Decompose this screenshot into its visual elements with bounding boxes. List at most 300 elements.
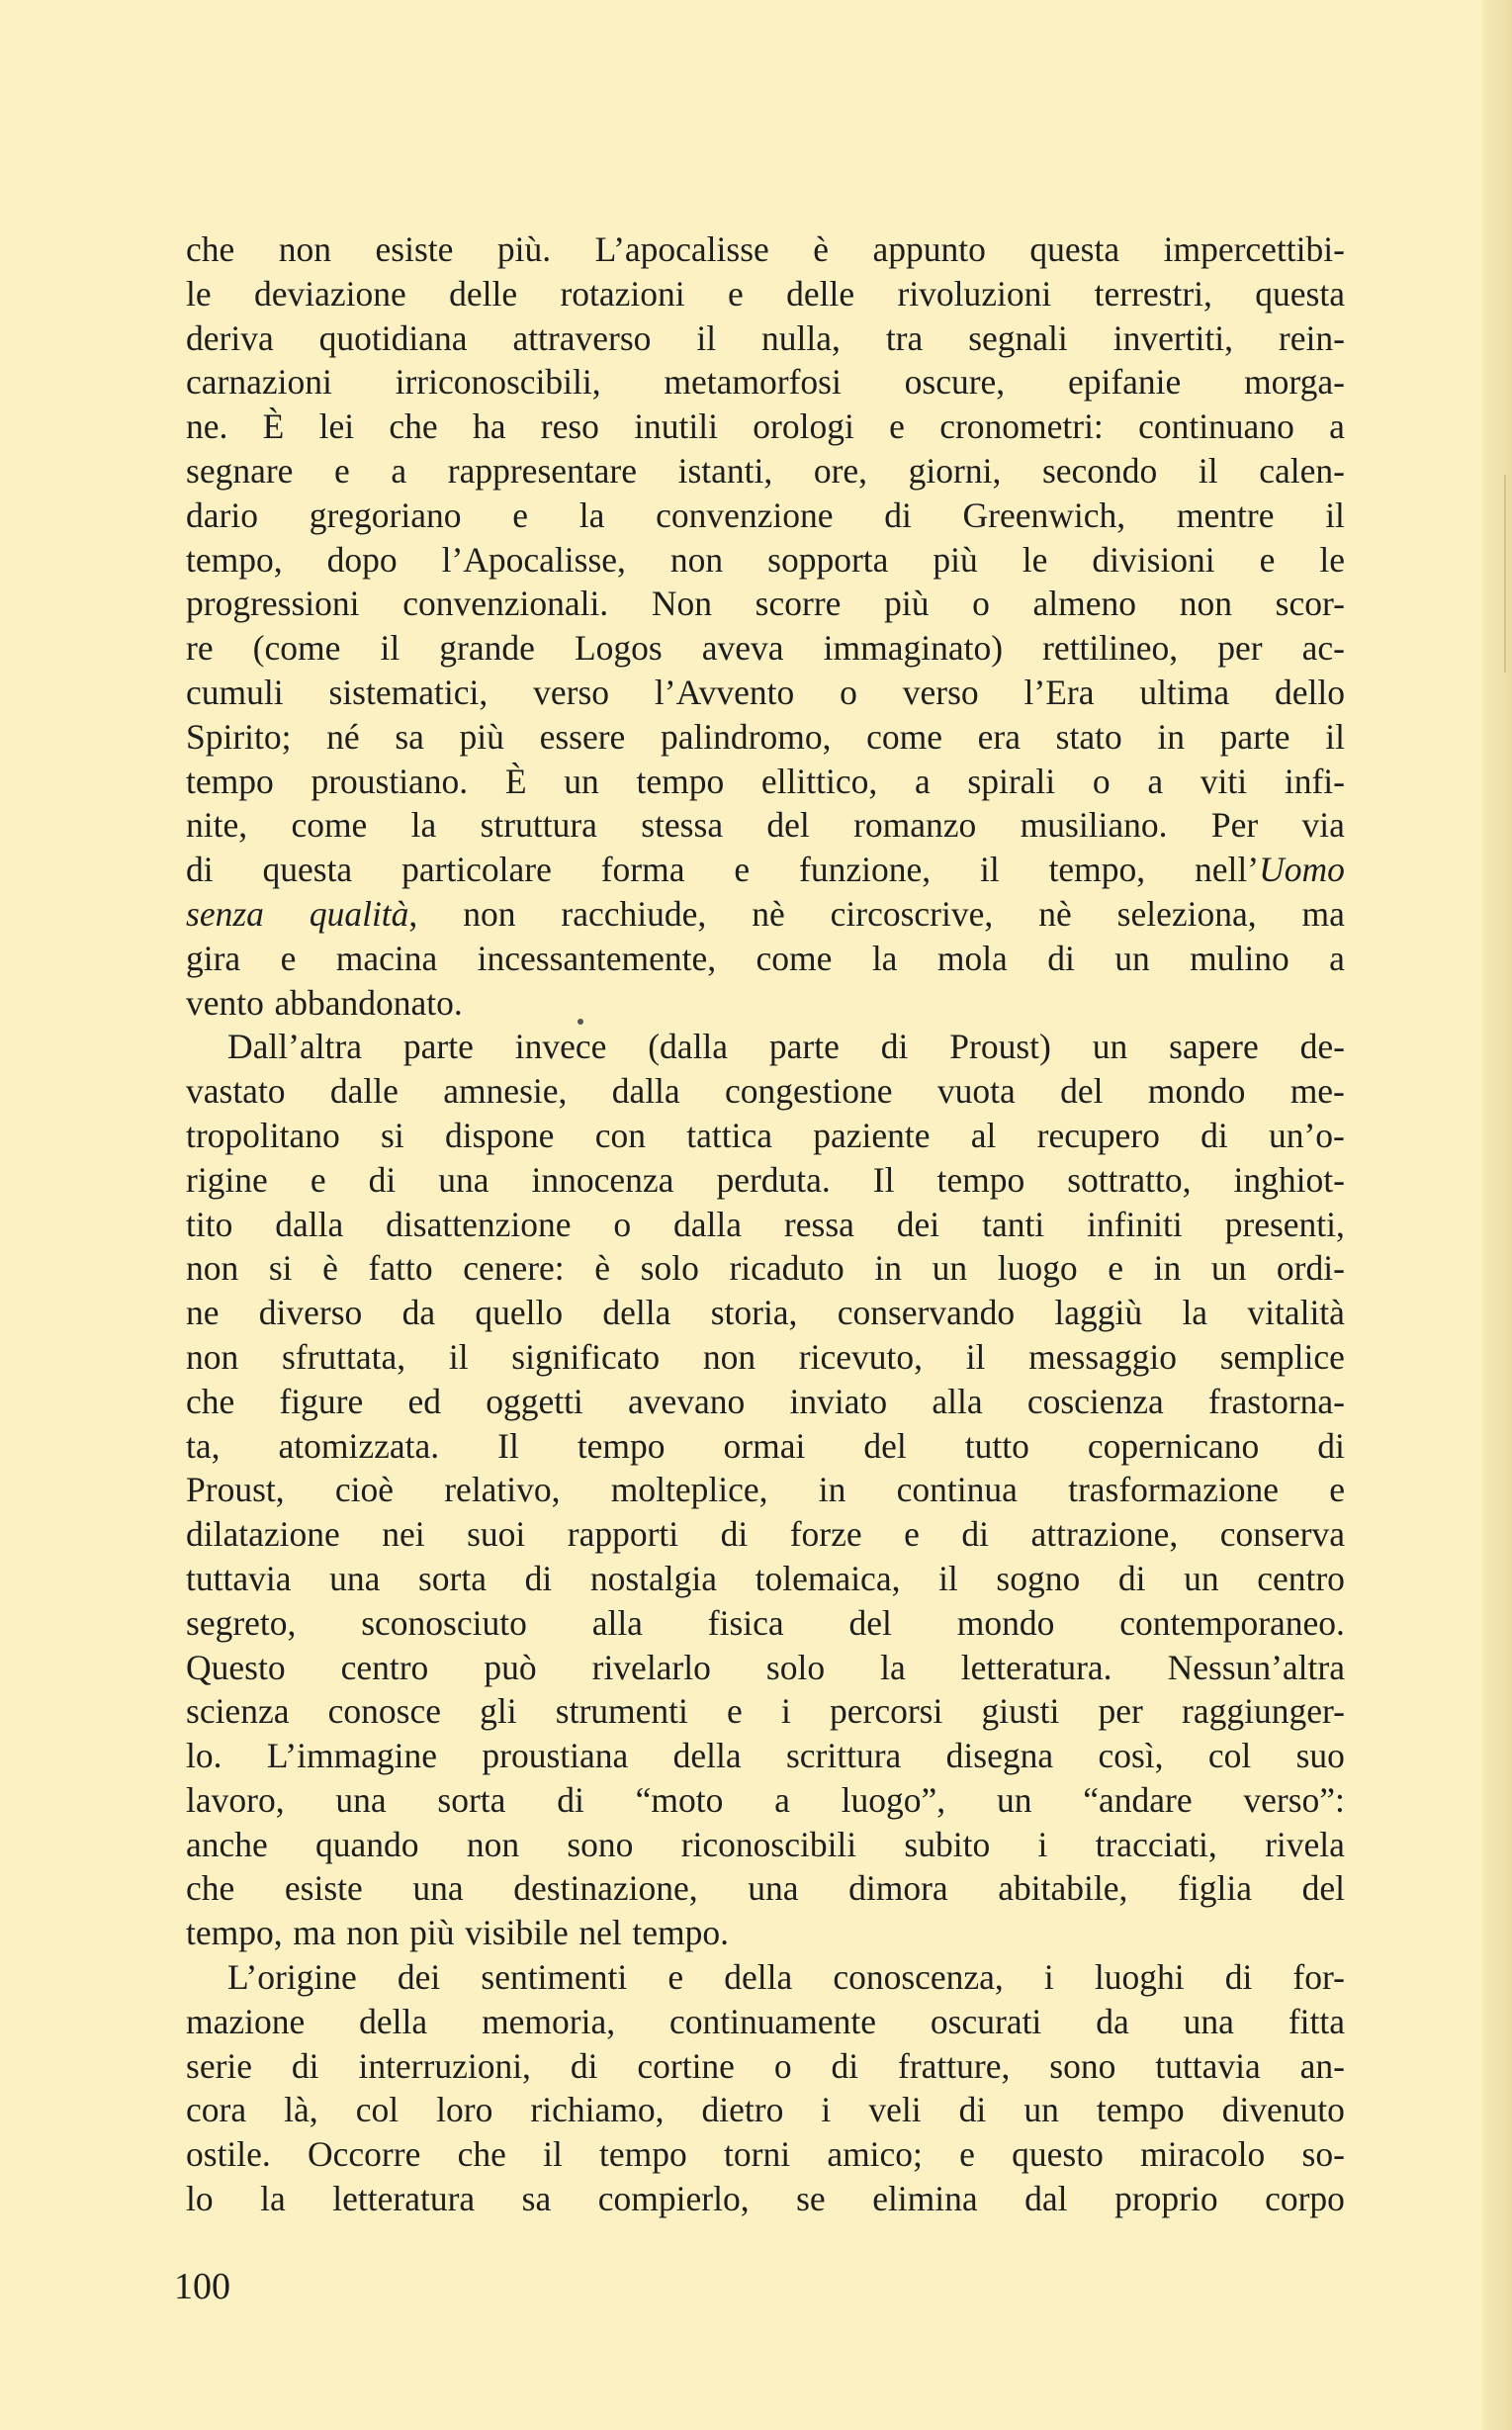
word: ressa — [783, 1204, 854, 1244]
word: come — [866, 716, 943, 757]
word: metamorfosi — [664, 362, 842, 403]
word: il — [696, 317, 717, 358]
word: sa — [521, 2179, 552, 2219]
word: Dall’altra — [227, 1027, 363, 1067]
word: istanti, — [677, 450, 773, 491]
word: ostile. — [186, 2134, 271, 2175]
text-line — [186, 272, 1345, 316]
word: luogo — [997, 1248, 1078, 1289]
word: ne — [186, 1293, 220, 1333]
word: semplice — [1219, 1336, 1345, 1377]
word: copernicano — [1087, 1425, 1260, 1466]
word: divisioni — [1092, 539, 1215, 580]
text-line — [186, 2088, 1345, 2132]
word: veli — [868, 2090, 922, 2130]
word: e — [889, 406, 905, 447]
word: o — [613, 1204, 632, 1244]
word: atomizzata. — [278, 1425, 440, 1466]
word: deriva — [186, 317, 274, 358]
word: il — [979, 850, 1000, 890]
word: più — [884, 584, 930, 624]
word: palindromo, — [660, 716, 832, 757]
word: una — [335, 1779, 387, 1820]
word: impercettibi- — [1163, 229, 1345, 269]
word: struttura — [480, 805, 597, 846]
word: abitabile, — [998, 1868, 1128, 1909]
word: di — [570, 2045, 598, 2086]
word: quello — [475, 1293, 564, 1333]
text-line — [186, 2132, 1345, 2177]
word: o — [1092, 761, 1111, 801]
word: particolare — [401, 850, 552, 890]
word: a — [1329, 406, 1345, 447]
word: seleziona, — [1116, 893, 1257, 934]
word: il — [965, 1336, 986, 1377]
word: dal — [1024, 2179, 1068, 2219]
word: invece — [514, 1027, 607, 1067]
word: di — [524, 1558, 553, 1598]
word: infi- — [1284, 761, 1345, 801]
word: disegna — [945, 1736, 1054, 1776]
word: delle — [786, 273, 855, 314]
word: tempo — [599, 2134, 687, 2175]
word: ta, — [186, 1425, 221, 1466]
word: il — [448, 1336, 469, 1377]
word: recupero — [1036, 1115, 1160, 1155]
word: re — [186, 628, 214, 669]
word: per — [1217, 628, 1263, 669]
word: un — [1184, 1558, 1219, 1598]
word: carnazioni — [186, 362, 332, 403]
word: mondo — [1147, 1071, 1246, 1112]
word: il — [938, 1558, 958, 1598]
word: può — [484, 1647, 537, 1687]
text-line — [186, 1246, 1345, 1291]
word: parte — [768, 1027, 840, 1067]
word: verso”: — [1243, 1779, 1345, 1820]
word: aveva — [701, 628, 784, 669]
word: la — [1182, 1293, 1208, 1333]
word: l’Avvento — [654, 672, 795, 712]
word: tra — [885, 317, 924, 358]
word: “andare — [1083, 1779, 1193, 1820]
word: tempo — [1096, 2090, 1185, 2130]
word: la — [880, 1647, 906, 1687]
word: via — [1301, 805, 1345, 846]
word: parte — [402, 1027, 474, 1067]
word: vitalità — [1247, 1293, 1345, 1333]
word: cortine — [637, 2045, 735, 2086]
word: e — [512, 495, 528, 535]
word: gira — [186, 938, 241, 978]
word: scrittura — [785, 1736, 902, 1776]
word: la — [410, 805, 437, 846]
word: fitta — [1288, 2001, 1345, 2041]
word: cumuli — [186, 672, 284, 712]
word: trasformazione — [1068, 1470, 1279, 1510]
word: non — [702, 1336, 756, 1377]
word: dilatazione — [186, 1514, 340, 1555]
word: richiamo, — [530, 2090, 665, 2130]
word: scorre — [755, 584, 842, 624]
word: raggiunger- — [1182, 1691, 1345, 1732]
word: lei — [318, 406, 355, 447]
word: come — [291, 805, 368, 846]
word: amnesie, — [443, 1071, 568, 1112]
word: me- — [1290, 1071, 1345, 1112]
word: divenuto — [1221, 2090, 1345, 2130]
word: sottratto, — [1067, 1159, 1192, 1200]
word: scienza — [186, 1691, 290, 1732]
word: solo — [640, 1248, 699, 1289]
word: una — [438, 1159, 489, 1200]
word: in — [874, 1248, 902, 1289]
word: la — [578, 495, 605, 535]
text-line — [186, 1203, 1345, 1247]
text-line — [186, 1646, 1345, 1690]
text-line — [186, 2044, 1345, 2089]
word: vuota — [936, 1071, 1016, 1112]
word: più — [409, 1913, 455, 1953]
word: significato — [511, 1336, 661, 1377]
word: più — [459, 716, 504, 757]
text-line — [186, 803, 1345, 848]
word: (dalla — [648, 1027, 729, 1067]
word: rigine — [186, 1159, 268, 1200]
word: subito — [904, 1824, 991, 1864]
word: si — [381, 1115, 404, 1155]
word: Proust, — [186, 1470, 285, 1510]
word: inviato — [789, 1381, 888, 1421]
word: almeno — [1032, 584, 1137, 624]
page-edge-line — [1504, 475, 1506, 673]
page-number: 100 — [174, 2266, 230, 2307]
word: con — [594, 1115, 646, 1155]
word: tutto — [964, 1425, 1029, 1466]
word: che — [457, 2134, 506, 2175]
word: ormai — [723, 1425, 806, 1466]
word: luogo”, — [841, 1779, 946, 1820]
word: miracolo — [1140, 2134, 1266, 2175]
word: il — [1325, 495, 1345, 535]
word: diverso — [258, 1293, 363, 1333]
word: interruzioni, — [358, 2045, 531, 2086]
word: dei — [397, 1957, 441, 1998]
word: esiste — [284, 1868, 363, 1909]
text-line — [186, 1601, 1345, 1646]
word: parte — [1219, 716, 1290, 757]
word: l’Apocalisse, — [441, 539, 626, 580]
word: L’origine — [227, 1957, 357, 1998]
word: nite, — [186, 805, 248, 846]
word: una — [1183, 2001, 1234, 2041]
word: dispone — [445, 1115, 555, 1155]
word: i — [1037, 1824, 1048, 1864]
word: tempo — [577, 1425, 666, 1466]
word: a — [914, 761, 931, 801]
word: né — [326, 716, 360, 757]
text-line — [186, 1512, 1345, 1557]
word: di — [720, 1514, 749, 1555]
word: serie — [186, 2045, 253, 2086]
word: le — [1319, 539, 1345, 580]
word: per — [1098, 1691, 1143, 1732]
word: L’apocalisse — [594, 229, 769, 269]
word: strumenti — [555, 1691, 688, 1732]
word: tempo, — [186, 1913, 283, 1953]
word: reso — [540, 406, 599, 447]
word: tempo, — [186, 539, 283, 580]
word: centro — [340, 1647, 429, 1687]
word: che — [186, 1381, 235, 1421]
word: ricaduto — [729, 1248, 845, 1289]
text-line — [186, 2177, 1345, 2221]
word: an- — [1299, 2045, 1345, 2086]
word: progressioni — [186, 584, 360, 624]
word: di — [1047, 938, 1075, 978]
word: incessantemente, — [477, 938, 717, 978]
word: percorsi — [829, 1691, 943, 1732]
word: grande — [439, 628, 535, 669]
word: non — [186, 1336, 239, 1377]
word: suoi — [467, 1514, 526, 1555]
word: senza — [186, 893, 264, 934]
word: conservando — [837, 1293, 1016, 1333]
word: coscienza — [1026, 1381, 1164, 1421]
word: di — [958, 2090, 987, 2130]
word: lo — [186, 2179, 214, 2219]
word: della — [672, 1736, 742, 1776]
word: i — [821, 2090, 832, 2130]
text-line — [186, 1291, 1345, 1335]
word: forze — [789, 1514, 862, 1555]
word: oscurati — [930, 2001, 1042, 2041]
word: ne. — [186, 406, 228, 447]
word: la — [260, 2179, 286, 2219]
word: più. — [496, 229, 552, 269]
word: forma — [600, 850, 685, 890]
word: amico; — [827, 2134, 923, 2175]
word: questa — [1255, 273, 1345, 314]
word: sa — [395, 716, 424, 757]
word: frastorna- — [1208, 1381, 1345, 1421]
word: dalla — [275, 1204, 344, 1244]
word: se — [796, 2179, 826, 2219]
word: questo — [1012, 2134, 1104, 2175]
word: e — [728, 273, 744, 314]
word: più — [933, 539, 978, 580]
word: dietro — [701, 2090, 784, 2130]
word: là, — [284, 2090, 318, 2130]
word: rettilineo, — [1042, 628, 1179, 669]
word: stato — [1055, 716, 1122, 757]
word: e — [334, 450, 350, 491]
word: che — [186, 229, 235, 269]
word: tropolitano — [186, 1115, 340, 1155]
word: una — [329, 1558, 381, 1598]
word: continua — [896, 1470, 1018, 1510]
word: storia, — [710, 1293, 798, 1333]
word: Occorre — [308, 2134, 421, 2175]
word: e — [280, 938, 297, 978]
text-line — [186, 1689, 1345, 1734]
word: rivoluzioni — [897, 273, 1052, 314]
word: rapporti — [567, 1514, 679, 1555]
text-line — [186, 1335, 1345, 1380]
word: conosce — [327, 1691, 441, 1732]
word: gli — [480, 1691, 517, 1732]
word: visibile — [465, 1913, 569, 1953]
word: rotazioni — [560, 273, 685, 314]
text-line — [186, 1468, 1345, 1512]
word: rivelarlo — [591, 1647, 711, 1687]
word: sapere — [1169, 1027, 1259, 1067]
word: avevano — [628, 1381, 746, 1421]
word: tolemaica, — [755, 1558, 901, 1598]
word: un — [932, 1248, 968, 1289]
word: di — [1201, 1115, 1228, 1155]
word: giusti — [981, 1691, 1060, 1732]
word: ore, — [813, 450, 868, 491]
word: cora — [186, 2090, 247, 2130]
text-line — [186, 1158, 1345, 1203]
word: attraverso — [512, 317, 652, 358]
word: nel — [578, 1913, 622, 1953]
word: cronometri: — [939, 406, 1104, 447]
word: inghiot- — [1233, 1159, 1345, 1200]
word: sconosciuto — [361, 1602, 527, 1643]
word: tattica — [686, 1115, 772, 1155]
text-line — [186, 760, 1345, 804]
text-line — [186, 494, 1345, 538]
word: essere — [539, 716, 626, 757]
word: Spirito; — [186, 716, 292, 757]
word: a — [391, 450, 407, 491]
word: del — [848, 1602, 892, 1643]
word: dalla — [611, 1071, 680, 1112]
word: “moto — [635, 1779, 724, 1820]
word: continuamente — [669, 2001, 877, 2041]
word: da — [1096, 2001, 1129, 2041]
word: Nessun’altra — [1167, 1647, 1345, 1687]
word: un — [564, 761, 599, 801]
word: sfruttata, — [281, 1336, 406, 1377]
text-line — [186, 360, 1345, 405]
word: le — [186, 273, 212, 314]
body-text — [186, 227, 1345, 2221]
word: vento — [186, 982, 264, 1023]
word: il — [1325, 716, 1345, 757]
word: in — [818, 1470, 846, 1510]
word: epifanie — [1067, 362, 1182, 403]
word: l’Era — [1023, 672, 1095, 712]
word: sentimenti — [481, 1957, 628, 1998]
word: disattenzione — [386, 1204, 572, 1244]
word: loro — [436, 2090, 493, 2130]
word: di — [1317, 1425, 1345, 1466]
text-line — [186, 937, 1345, 981]
word: di — [557, 1779, 584, 1820]
word: sogno — [996, 1558, 1081, 1598]
word: ed — [407, 1381, 441, 1421]
word: ma — [1301, 893, 1345, 934]
word: molteplice, — [610, 1470, 768, 1510]
word: così, — [1098, 1736, 1164, 1776]
word: (come — [252, 628, 341, 669]
page-edge-shadow — [1482, 0, 1512, 2430]
word: e — [667, 1957, 684, 1998]
word: mola — [936, 938, 1008, 978]
word: di — [880, 1027, 909, 1067]
word: tempo — [186, 761, 274, 801]
word: torni — [724, 2134, 791, 2175]
word: al — [970, 1115, 997, 1155]
word: tanti — [982, 1204, 1045, 1244]
word: non — [346, 1913, 400, 1953]
word: Il — [872, 1159, 895, 1200]
text-line — [186, 848, 1345, 892]
word: nei — [382, 1514, 425, 1555]
word: ordi- — [1276, 1248, 1345, 1289]
word: secondo — [1041, 450, 1158, 491]
word: questa — [1029, 229, 1120, 269]
word: del — [1060, 1071, 1104, 1112]
word: irriconoscibili, — [395, 362, 601, 403]
word: Questo — [186, 1647, 286, 1687]
word: della — [602, 1293, 671, 1333]
word: messaggio — [1028, 1336, 1177, 1377]
word: a — [1329, 938, 1345, 978]
word: nè — [1038, 893, 1072, 934]
word: tempo. — [632, 1913, 729, 1953]
text-line — [186, 1911, 1345, 1955]
text-line — [186, 582, 1345, 626]
word: ultima — [1139, 672, 1230, 712]
word: a — [774, 1779, 790, 1820]
word: destinazione, — [513, 1868, 698, 1909]
word: rappresentare — [447, 450, 637, 491]
word: di — [884, 495, 912, 535]
word: di — [368, 1159, 397, 1200]
word: figure — [279, 1381, 364, 1421]
word: di — [831, 2045, 859, 2086]
word: il — [380, 628, 400, 669]
word: elimina — [872, 2179, 978, 2219]
word: fisica — [707, 1602, 784, 1643]
word: segnare — [186, 450, 294, 491]
word: centro — [1257, 1558, 1345, 1598]
word: giorni, — [908, 450, 1002, 491]
text-line — [186, 449, 1345, 494]
word: suo — [1295, 1736, 1345, 1776]
word: col — [355, 2090, 400, 2130]
word: orologi — [753, 406, 854, 447]
word: di — [1117, 1558, 1146, 1598]
word: tempo, — [1048, 850, 1146, 890]
text-line — [186, 316, 1345, 361]
word: è — [594, 1248, 611, 1289]
word: il — [543, 2134, 563, 2175]
word: racchiude, — [561, 893, 707, 934]
word: quando — [315, 1824, 419, 1864]
word: la — [871, 938, 898, 978]
word: funzione, — [799, 850, 932, 890]
word: L’immagine — [266, 1736, 438, 1776]
word: del — [863, 1425, 907, 1466]
word: non — [186, 1248, 239, 1289]
word: ac- — [1301, 628, 1345, 669]
word: relativo, — [444, 1470, 561, 1510]
